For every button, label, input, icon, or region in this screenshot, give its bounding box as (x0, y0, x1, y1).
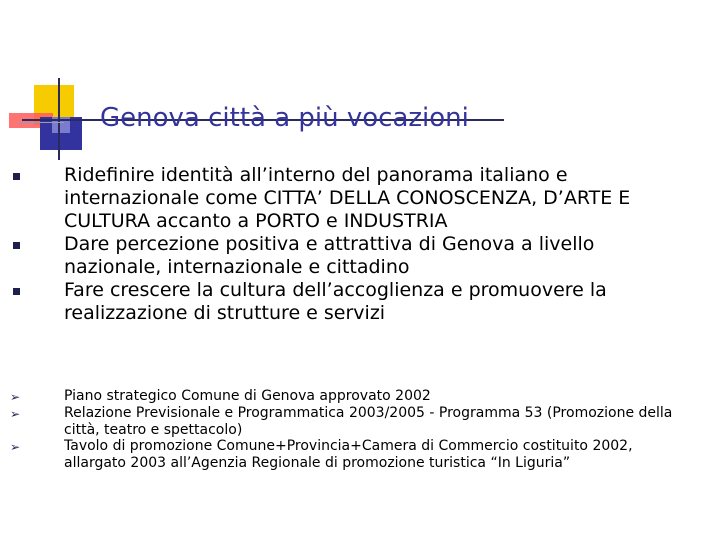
arrow-bullet-icon: ➢ (10, 440, 21, 455)
slide-title: Genova città a più vocazioni (100, 103, 469, 133)
square-bullet-icon (13, 242, 20, 249)
square-bullet-icon (13, 173, 20, 180)
sub-bullet-text: Piano strategico Comune di Genova approvato 2002 (64, 388, 431, 404)
arrow-bullet-icon: ➢ (10, 406, 21, 421)
list-item (0, 438, 694, 472)
list-item (0, 164, 674, 233)
list-item (0, 405, 694, 439)
list-item (0, 388, 694, 405)
list-item (0, 233, 674, 279)
main-bullet-list (0, 164, 720, 325)
sub-bullet-text: Relazione Previsionale e Programmatica 2003/2005 - Programma 53 (Promozione della città, teatro e spettacolo) (64, 404, 673, 438)
sub-bullet-list (0, 388, 720, 472)
arrow-bullet-icon: ➢ (10, 390, 21, 404)
sub-bullet-text: Tavolo di promozione Comune+Provincia+Camera di Commercio costituito 2002, allargato 2003 all’Agenzia Regionale di promozione turistica “In Liguria” (64, 438, 633, 472)
list-item (0, 279, 674, 325)
bullet-text: Fare crescere la cultura dell’accoglienza e promuovere la realizzazione di strutture e servizi (64, 279, 607, 324)
bullet-text: Ridefinire identità all’interno del panorama italiano e internazionale come CITTA’ DELLA CONOSCENZA, D’ARTE E CULTURA accanto a PORTO e INDUSTRIA (64, 164, 631, 232)
square-bullet-icon (13, 288, 20, 295)
decor-short-line (18, 122, 64, 123)
bullet-text: Dare percezione positiva e attrattiva di Genova a livello nazionale, internazionale e cittadino (64, 233, 595, 278)
